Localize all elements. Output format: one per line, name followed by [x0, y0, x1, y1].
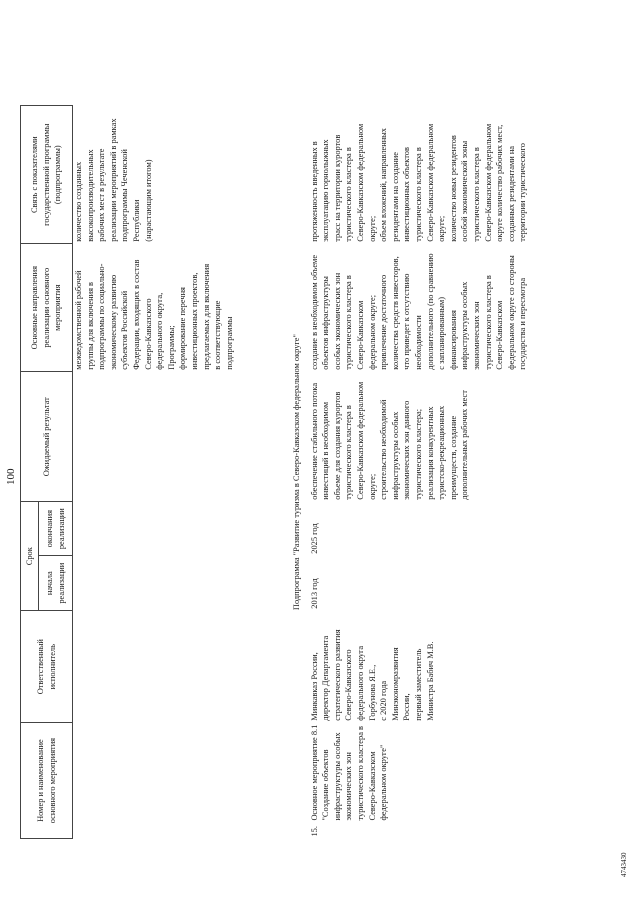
continued-row: [73, 106, 286, 839]
text-line: "Создание объектов: [321, 749, 331, 821]
text-line: группы для включения в: [85, 281, 95, 370]
text-line: мероприятия: [53, 284, 63, 331]
text-line: округе количество рабочих мест,: [495, 124, 505, 242]
text-line: создание в необходимом объеме: [309, 254, 319, 370]
text-line: округе;: [437, 215, 447, 242]
text-line: основного мероприятия: [47, 737, 57, 824]
row-start-year: 2013 год: [309, 578, 319, 609]
text-line: предлагаемых для включения: [201, 263, 211, 370]
text-line: финансирования: [448, 310, 458, 370]
text-line: Минэкономразвития: [390, 647, 400, 721]
row-number: 15.: [309, 826, 319, 837]
text-line: обеспечение стабильного потока: [309, 382, 319, 500]
text-line: федеральном округе;: [367, 294, 377, 370]
text-line: субъектов Российской: [120, 290, 130, 370]
text-line: реализации: [56, 562, 66, 604]
text-line: строительство необходимой: [379, 399, 389, 500]
text-line: высокопроизводительных: [85, 149, 95, 242]
text-line: экономическому развитию: [108, 274, 118, 370]
text-line: с запланированным): [437, 297, 447, 370]
document-code: 4743430: [620, 852, 628, 877]
header-start: [39, 556, 73, 611]
text-line: дополнительного (по сравнению: [425, 253, 435, 370]
text-line: туристического кластера в: [483, 275, 493, 370]
text-line: инвестиционных проектов,: [189, 272, 199, 370]
text-line: инфраструктуры особых: [460, 281, 470, 370]
text-line: Северо-Кавказского: [143, 298, 153, 370]
text-line: межведомственной рабочей: [74, 270, 83, 370]
row-end-year: 2025 год: [309, 523, 319, 554]
page-number: 100: [5, 468, 17, 485]
text-line: необходимости: [413, 315, 423, 370]
text-line: федерального округа,: [155, 292, 165, 370]
text-line: туристического кластера в: [413, 147, 423, 242]
text-line: России,: [402, 693, 412, 721]
row-indicators: [307, 106, 529, 244]
text-line: объем вложений, направленных: [379, 128, 389, 242]
text-line: туристического кластера в: [344, 147, 354, 242]
header-result: Ожидаемый результат: [21, 372, 73, 502]
program-table: [20, 105, 529, 839]
text-line: территории туристического: [518, 143, 528, 242]
continued-indicators: [73, 106, 286, 244]
text-line: эксплуатацию горнолыжных: [321, 139, 331, 242]
header-directions: [21, 244, 73, 372]
text-line: первый заместитель: [413, 648, 423, 721]
header-indicators: [21, 106, 73, 244]
text-line: подпрограммы Чеченской: [120, 149, 130, 242]
text-line: Программы;: [166, 325, 176, 370]
subprogram-title: Подпрограмма "Развитие туризма в Северо-Кавказском федеральном округе": [292, 334, 301, 611]
row-name: [309, 725, 390, 821]
row-name-cell: [307, 723, 529, 839]
text-line: экономических зон: [471, 301, 481, 370]
text-line: количество созданных: [74, 161, 83, 242]
text-line: Северо-Кавказском федеральном: [355, 381, 365, 500]
continued-directions: [73, 244, 286, 372]
text-line: особой экономической зоны: [460, 140, 470, 242]
text-line: Северо-Кавказском: [495, 300, 505, 370]
text-line: туристического кластера в: [344, 405, 354, 500]
text-line: директор Департамента: [321, 635, 331, 721]
text-line: привлечение достаточного: [379, 274, 389, 370]
text-line: туристического кластера в: [355, 726, 365, 821]
text-line: Республики: [131, 199, 141, 242]
text-line: Номер и наименование: [35, 739, 45, 822]
header-term: Срок: [21, 502, 39, 611]
text-line: начала: [44, 571, 54, 596]
subprogram-row: [285, 106, 307, 839]
text-line: созданных резидентами на: [506, 145, 516, 242]
text-line: инфраструктуры особых: [332, 732, 342, 821]
text-line: экономических зон: [344, 752, 354, 821]
text-line: объеме для создания курортов: [332, 391, 342, 500]
text-line: федеральном округе": [379, 744, 389, 821]
text-line: Северо-Кавказском: [367, 751, 377, 821]
text-line: количество новых резидентов: [448, 135, 458, 242]
row-result: [307, 372, 529, 502]
text-line: рабочих мест в результате: [97, 148, 107, 242]
text-line: трасс на территории курортов: [332, 134, 342, 242]
text-line: инвестиций в необходимом: [321, 401, 331, 500]
text-line: стратегического развития: [332, 629, 342, 721]
text-line: особых экономических зон: [332, 272, 342, 370]
text-line: туристического кластера в: [344, 275, 354, 370]
text-line: государственной программы: [41, 123, 51, 226]
text-line: с 2020 года: [379, 680, 389, 721]
text-line: федеральном округе со стороны: [506, 255, 516, 370]
text-line: округе;: [367, 215, 377, 242]
text-line: протяженность введенных в: [309, 141, 319, 242]
text-line: государства и пересмотра: [518, 277, 528, 370]
text-line: реализации мероприятий в рамках: [108, 118, 118, 242]
text-line: окончания: [44, 510, 54, 548]
text-line: Основное мероприятие 8.1: [309, 724, 319, 821]
text-line: исполнитель: [47, 644, 57, 690]
text-line: экономических зон данного: [402, 400, 412, 500]
text-line: Ответственный: [35, 639, 45, 695]
text-line: (подпрограммы): [53, 145, 63, 205]
row-executor: [307, 611, 529, 723]
text-line: округе;: [367, 473, 377, 500]
text-line: инфраструктуры особых: [390, 411, 400, 500]
row-directions: [307, 244, 529, 372]
text-line: Северо-Кавказском федеральном: [425, 123, 435, 242]
text-line: (нарастающим итогом): [143, 159, 153, 242]
text-line: подпрограммы: [224, 316, 234, 370]
text-line: формирование перечня: [178, 287, 188, 370]
text-line: федерального округа: [355, 645, 365, 721]
text-line: что приведет к отсутствию: [402, 273, 412, 370]
text-line: Связь с показателями: [30, 136, 40, 214]
text-line: дополнительных рабочих мест: [460, 390, 470, 500]
text-line: Минкавказ России,: [309, 652, 319, 721]
text-line: преимуществ, создание: [448, 415, 458, 500]
text-line: Северо-Кавказского: [344, 649, 354, 721]
text-line: Основные направления: [30, 266, 40, 350]
text-line: подпрограммы по социально-: [97, 263, 107, 370]
text-line: Министра Бабич М.В.: [425, 641, 435, 721]
header-row-1: [21, 106, 39, 839]
text-line: туристско-рекреационных: [437, 405, 447, 500]
text-line: Северо-Кавказском федеральном: [355, 123, 365, 242]
text-line: объектов инфраструктуры: [321, 276, 331, 370]
text-line: инвестиционных объектов: [402, 147, 412, 242]
text-line: в соответствующие: [213, 300, 223, 370]
text-line: туристического кластера в: [471, 147, 481, 242]
text-line: реализации: [56, 508, 66, 550]
text-line: Северо-Кавказском федеральном: [483, 123, 493, 242]
text-line: реализация конкурентных: [425, 406, 435, 500]
header-name: [21, 723, 73, 839]
text-line: Северо-Кавказском: [355, 300, 365, 370]
text-line: реализации основного: [41, 267, 51, 348]
text-line: количества средств инвесторов,: [390, 256, 400, 370]
text-line: туристического кластера;: [413, 408, 423, 500]
header-executor: [21, 611, 73, 723]
text-line: резидентами на создание: [390, 152, 400, 242]
text-line: Горбунова Я.Е.,: [367, 664, 377, 721]
table-row: [307, 106, 529, 839]
header-end: [39, 502, 73, 556]
text-line: Федерации, входящих в состав: [131, 259, 141, 370]
